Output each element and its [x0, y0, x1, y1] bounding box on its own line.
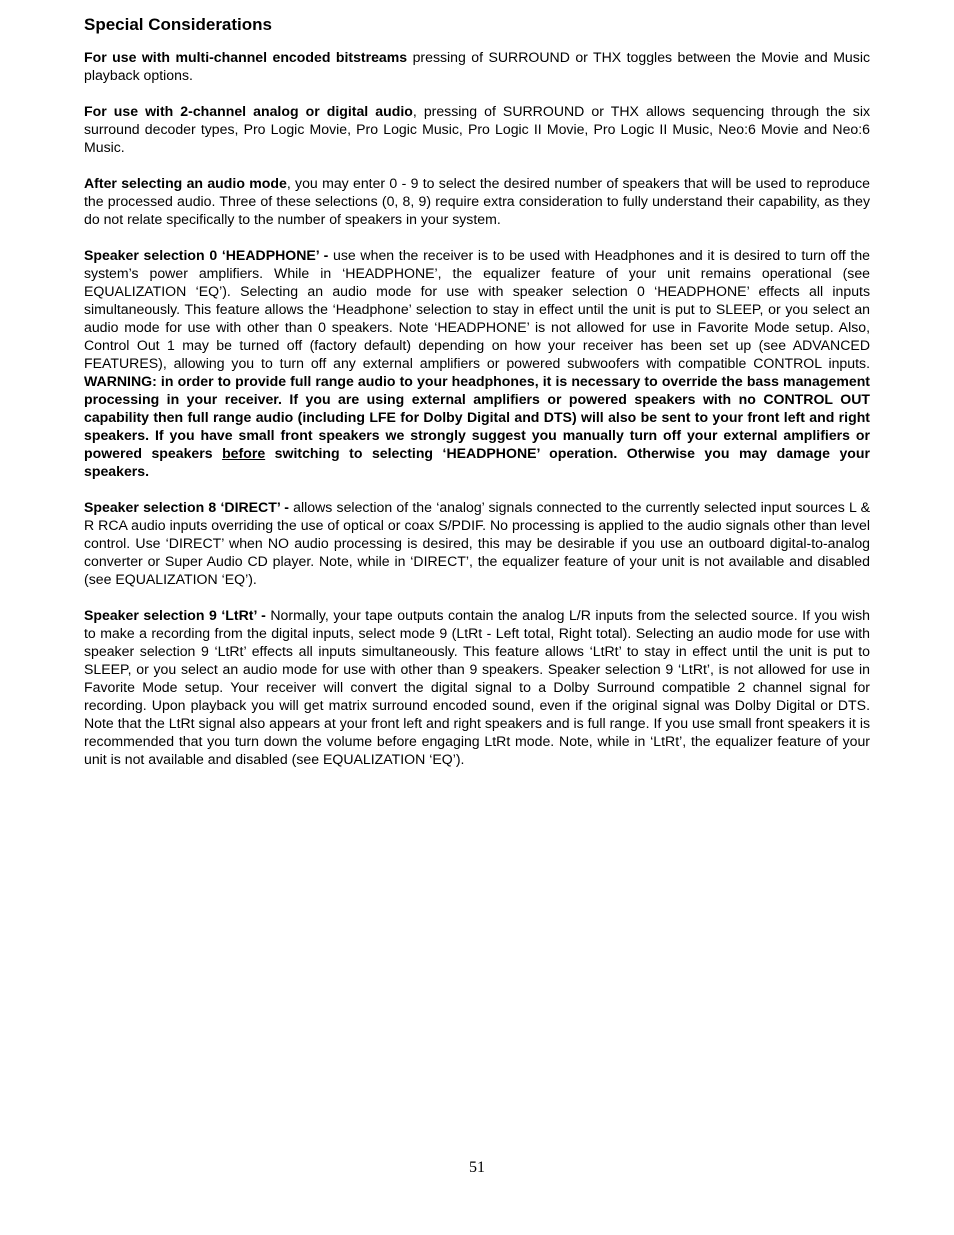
- warning-text: WARNING: in order to provide full range audio to your headphones, it is necessary to override the bass management processing in your receiver. If you are using external amplifiers or powered speakers with no CONTROL OUT capability then full range audio (including LFE for Dolby Digital and DTS) will also be sent to your front left and right speakers. If you have small front speakers we strongly suggest you manually turn off your external amplifiers or powered speakers: [84, 373, 870, 461]
- section-heading: Special Considerations: [84, 15, 272, 34]
- paragraph-body: , you may enter 0 - 9 to select the desired number of speakers that will be used to reproduce the processed audio. Three of these selections (0, 8, 9) require extra consideration to fully understand their capability, as they do not relate specifically to the number of speakers in your system.: [84, 175, 871, 227]
- document-page: [84, 14, 870, 786]
- paragraph-lead: After selecting an audio mode: [84, 175, 287, 191]
- paragraph-body: , pressing of SURROUND or THX allows sequencing through the six surround decoder types, Pro Logic Movie, Pro Logic Music, Pro Logic II Movie, Pro Logic II Music, Neo:6 Movie and Neo:6 Music.: [84, 103, 870, 155]
- warning-emphasis: before: [222, 445, 266, 461]
- paragraph-lead: For use with multi-channel encoded bitstreams: [84, 49, 408, 65]
- paragraph-body: Normally, your tape outputs contain the analog L/R inputs from the selected source. If you wish to make a recording from the digital inputs, select mode 9 (LtRt - Left total, Right total). Selecting an audio mode for use with speaker selection 9 ‘LtRt’ effects all inputs simultaneously. This feature allows ‘LtRt’ to stay in effect until the unit is put to SLEEP, or you select an audio mode for use with other than 9 speakers. Speaker selection 9 ‘LtRt’, is not allowed for use in Favorite Mode setup. Your receiver will convert the digital signal to a Dolby Surround compatible 2 channel signal for recording. Upon playback you will get matrix surround encoded sound, even if the original signal was Dolby Digital or DTS. Note that the LtRt signal also appears at your front left and right speakers and is full range. If you use small front speakers it is recommended that you turn down the volume before engaging LtRt mode. Note, while in ‘LtRt’, the equalizer feature of your unit is not available and disabled (see EQUALIZATION ‘EQ’).: [84, 607, 870, 767]
- paragraph-audio-mode: [84, 174, 870, 228]
- paragraph-ltrt: [84, 606, 870, 768]
- paragraph-lead: Speaker selection 8 ‘DIRECT’ -: [84, 499, 289, 515]
- warning-text-end: switching to selecting ‘HEADPHONE’ operation. Otherwise you may damage your speakers.: [84, 445, 870, 479]
- paragraph-body: allows selection of the ‘analog’ signals connected to the currently selected input sources L & R RCA audio inputs overriding the use of optical or coax S/PDIF. No processing is applied to the audio signals other than level control. Use ‘DIRECT’ when NO audio processing is desired, this may be desirable if you use an outboard digital-to-analog converter or Super Audio CD player. Note, while in ‘DIRECT’, the equalizer feature of your unit is not available and disabled (see EQUALIZATION ‘EQ’).: [84, 499, 870, 587]
- page-number: 51: [469, 1159, 485, 1176]
- paragraph-lead: For use with 2-channel analog or digital audio: [84, 103, 413, 119]
- paragraph-lead: Speaker selection 9 ‘LtRt’ -: [84, 607, 266, 623]
- paragraph-2channel: [84, 102, 870, 156]
- paragraph-lead: Speaker selection 0 ‘HEADPHONE’ -: [84, 247, 329, 263]
- paragraph-body: use when the receiver is to be used with Headphones and it is desired to turn off the system’s power amplifiers. While in ‘HEADPHONE’, the equalizer feature of your unit remains operational (see EQUALIZATION ‘EQ’). Selecting an audio mode for use with speaker selection 0 ‘HEADPHONE’ effects all inputs simultaneously. This feature allows the ‘Headphone’ selection to stay in effect until the unit is put to SLEEP, or you select an audio mode for use with other than 0 speakers. Note ‘HEADPHONE’ is not allowed for use in Favorite Mode setup. Also, Control Out 1 may be turned off (factory default) depending on how your receiver has been set up (see ADVANCED FEATURES), allowing you to turn off any external amplifiers or powered subwoofers with compatible CONTROL inputs.: [84, 247, 870, 371]
- paragraph-body: pressing of SURROUND or THX toggles between the Movie and Music playback options.: [84, 49, 870, 83]
- paragraph-direct: [84, 498, 870, 588]
- paragraph-headphone: [84, 246, 870, 480]
- paragraph-multichannel: [84, 48, 870, 84]
